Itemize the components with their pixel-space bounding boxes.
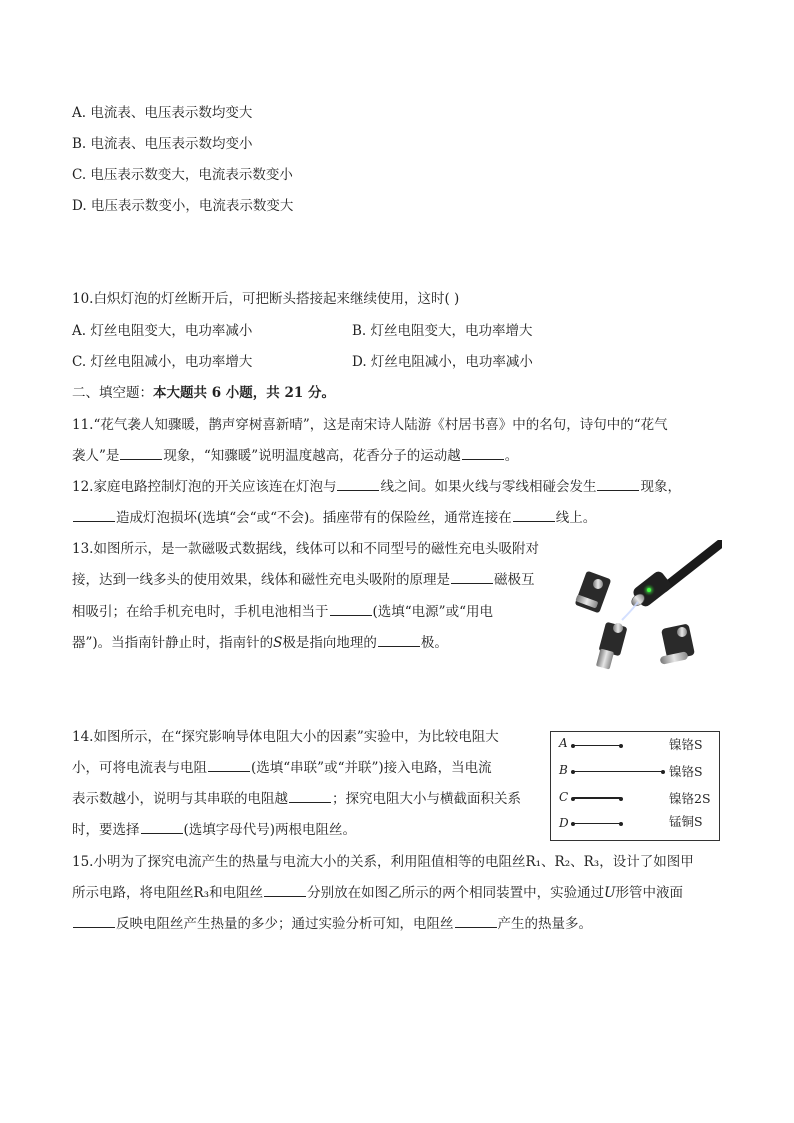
q13-text-a: 接，达到一线多头的使用效果，线体和磁性充电头吸附的原理是 [72,572,450,588]
q12-text-a: 12.家庭电路控制灯泡的开关应该连在灯泡与 [72,479,337,495]
wire-endpoint [619,797,623,801]
q9-option-a: A. 电流表、电压表示数均变大 [72,105,253,121]
q15-line1: 15.小明为了探究电流产生的热量与电流大小的关系，利用阻值相等的电阻丝R₁、R₂、R₃，设计了如图甲 [72,854,694,870]
q13-variable-s: S [273,635,283,651]
q12-text-d: 造成灯泡损坏(选填“会“或“不会)。插座带有的保险丝，通常连接在 [116,510,512,526]
answer-blank[interactable] [455,915,497,928]
q14-line2 [72,759,492,777]
q15-variable-u: U [604,885,616,901]
q15-text-d: 反映电阻丝产生热量的多少；通过实验分析可知，电阻丝 [116,916,454,932]
wire-name-b: 镍铬S [669,764,703,779]
q10-option-d: D. 灯丝电阻减小，电功率减小 [352,354,533,370]
q13-text-g: 极。 [420,635,448,651]
answer-blank[interactable] [73,915,115,928]
answer-blank[interactable] [264,884,306,897]
q10-option-b: B. 灯丝电阻变大，电功率增大 [352,323,533,339]
q15-text-c: 形管中液面 [615,885,683,901]
q13-line1: 13.如图所示，是一款磁吸式数据线，线体可以和不同型号的磁性充电头吸附对 [72,541,539,557]
wire-letter-c: C [559,790,569,804]
wire-endpoint [619,822,623,826]
answer-blank[interactable] [337,478,379,491]
q15-text-a: 所示电路，将电阻丝R₃和电阻丝 [72,885,264,901]
q9-option-b: B. 电流表、电压表示数均变小 [72,136,253,152]
q14-line3 [72,790,521,808]
q14-text-e: 时，要选择 [72,822,140,838]
magnetic-cable-image [572,540,722,672]
q14-line4 [72,821,356,839]
q13-text-c: 相吸引；在给手机充电时，手机电池相当于 [72,604,329,620]
answer-blank[interactable] [120,447,162,460]
q14-text-c: 表示数越小，说明与其串联的电阻越 [72,791,288,807]
answer-blank[interactable] [289,790,331,803]
section-desc: 本大题共 6 小题，共 21 分。 [153,385,335,401]
q12-text-c: 现象， [640,479,681,495]
answer-blank[interactable] [208,759,250,772]
q15-line3 [72,915,592,933]
q10-option-a: A. 灯丝电阻变大，电功率减小 [72,323,253,339]
wire-name-c: 镍铬2S [669,791,711,806]
q14-text-d: ；探究电阻大小与横截面积关系 [332,791,521,807]
q14-line1: 14.如图所示，在“探究影响导体电阻大小的因素”实验中，为比较电阻大 [72,729,499,745]
q13-line4 [72,634,448,652]
q9-option-c: C. 电压表示数变大，电流表示数变小 [72,167,293,183]
wire-c [573,797,621,799]
q11-text-b: 现象，“知骤暖”说明温度越高，花香分子的运动越 [163,448,461,464]
q13-text-b: 磁极互 [494,572,535,588]
section-heading [72,384,335,402]
q14-text-b: (选填“串联”或“并联”)接入电路，当电流 [251,760,492,776]
wire-name-d: 锰铜S [669,814,703,829]
wire-letter-d: D [559,816,569,830]
wire-letter-a: A [559,736,568,750]
q15-text-b: 分别放在如图乙所示的两个相同装置中，实验通过 [307,885,605,901]
q13-text-e: 器”)。当指南针静止时，指南针的 [72,635,274,651]
answer-blank[interactable] [330,603,372,616]
q10-option-c: C. 灯丝电阻减小，电功率增大 [72,354,253,370]
answer-blank[interactable] [141,821,183,834]
answer-blank[interactable] [451,571,493,584]
answer-blank[interactable] [462,447,504,460]
wire-endpoint [661,770,665,774]
q12-text-b: 线之间。如果火线与零线相碰会发生 [380,479,597,495]
q10-stem: 10.白炽灯泡的灯丝断开后，可把断头搭接起来继续使用，这时( ) [72,291,460,307]
wire-b [573,771,663,772]
answer-blank[interactable] [73,509,115,522]
q11-text-c: 。 [504,448,519,464]
q11-line1: 11.“花气袭人知骤暖，鹊声穿树喜新晴”，这是南宋诗人陆游《村居书喜》中的名句，诗句中的“花气 [72,417,668,433]
wire-a [573,745,621,746]
section-prefix: 二、填空题： [72,385,153,401]
answer-blank[interactable] [378,634,420,647]
wire-endpoint [619,744,623,748]
answer-blank[interactable] [513,509,555,522]
q9-option-d: D. 电压表示数变小，电流表示数变大 [72,198,294,214]
q13-line2 [72,571,535,589]
q14-text-f: (选填字母代号)两根电阻丝。 [183,822,357,838]
wire-d [573,823,621,824]
q14-text-a: 小，可将电流表与电阻 [72,760,207,776]
q15-line2 [72,884,683,902]
q12-line2 [72,509,596,527]
q12-line1 [72,478,681,496]
q13-line3 [72,603,493,621]
q13-text-f: 极是指向地理的 [282,635,377,651]
wire-letter-b: B [559,763,568,777]
resistance-wire-diagram [550,731,720,841]
q11-line2 [72,447,518,465]
q12-text-e: 线上。 [555,510,597,526]
q11-text-a: 袭人”是 [72,448,120,464]
wire-name-a: 镍铬S [669,737,703,752]
answer-blank[interactable] [597,478,639,491]
q15-text-e: 产生的热量多。 [497,916,592,932]
q13-text-d: (选填“电源”或“用电 [372,604,493,620]
